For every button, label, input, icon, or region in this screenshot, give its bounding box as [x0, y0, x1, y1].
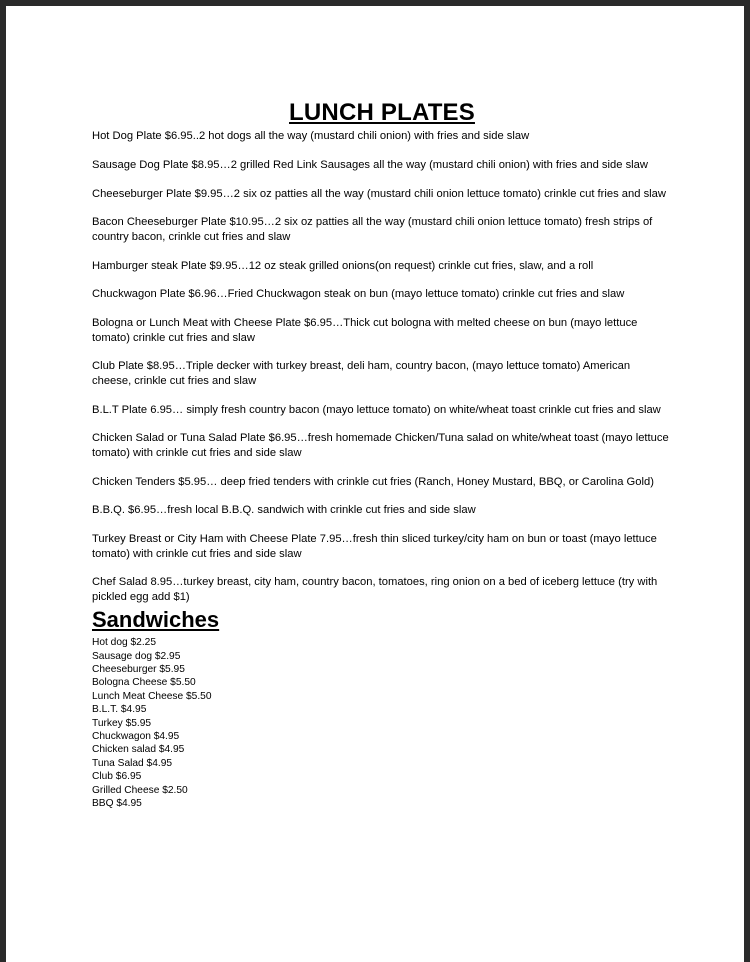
lunch-plate-item: Club Plate $8.95…Triple decker with turkey breast, deli ham, country bacon, (mayo lettuce tomato) American cheese, crinkle cut fries and slaw [92, 360, 631, 387]
sandwich-item: Bologna Cheese $5.50 [92, 677, 196, 689]
lunch-plate-item: Hamburger steak Plate $9.95…12 oz steak grilled onions(on request) crinkle cut fries, slaw, and a roll [92, 259, 594, 272]
lunch-plate-item: B.L.T Plate 6.95… simply fresh country bacon (mayo lettuce tomato) on white/wheat toast crinkle cut fries and slaw [92, 403, 661, 416]
lunch-plate-item: Sausage Dog Plate $8.95…2 grilled Red Link Sausages all the way (mustard chili onion) with fries and side slaw [92, 158, 648, 171]
lunch-plate-item: Turkey Breast or City Ham with Cheese Plate 7.95…fresh thin sliced turkey/city ham on bun or toast (mayo lettuce tomato) with crinkle cut fries and side slaw [92, 533, 657, 560]
sandwich-item: Tuna Salad $4.95 [92, 757, 173, 769]
menu-page [6, 6, 744, 962]
sandwich-item: Chicken salad $4.95 [92, 744, 185, 756]
sandwich-item: Grilled Cheese $2.50 [92, 784, 188, 796]
sandwiches-list [92, 636, 672, 810]
sandwich-item: B.L.T. $4.95 [92, 704, 147, 716]
sandwiches-title: Sandwiches [92, 607, 220, 633]
lunch-plate-item: B.B.Q. $6.95…fresh local B.B.Q. sandwich with crinkle cut fries and side slaw [92, 504, 476, 517]
lunch-plate-item: Chuckwagon Plate $6.96…Fried Chuckwagon steak on bun (mayo lettuce tomato) crinkle cut fries and slaw [92, 288, 625, 301]
lunch-plate-item: Chef Salad 8.95…turkey breast, city ham, country bacon, tomatoes, ring onion on a bed of iceberg lettuce (try with pickled egg add $1) [92, 576, 658, 603]
lunch-plate-item: Bacon Cheeseburger Plate $10.95…2 six oz patties all the way (mustard chili onion lettuce tomato) fresh strips of country bacon, crinkle cut fries and slaw [92, 216, 653, 243]
lunch-plate-item: Hot Dog Plate $6.95..2 hot dogs all the way (mustard chili onion) with fries and side slaw [92, 130, 530, 142]
lunch-plate-item: Bologna or Lunch Meat with Cheese Plate $6.95…Thick cut bologna with melted cheese on bun (mayo lettuce tomato) crinkle cut fries and slaw [92, 317, 638, 344]
lunch-plates-title: LUNCH PLATES [289, 99, 475, 126]
sandwich-item: Lunch Meat Cheese $5.50 [92, 690, 212, 702]
lunch-plate-item: Chicken Tenders $5.95… deep fried tenders with crinkle cut fries (Ranch, Honey Mustard, BBQ, or Carolina Gold) [92, 475, 654, 488]
lunch-plate-item: Cheeseburger Plate $9.95…2 six oz patties all the way (mustard chili onion lettuce tomato) crinkle cut fries and slaw [92, 187, 666, 200]
sandwich-item: Turkey $5.95 [92, 717, 152, 729]
sandwich-item: Sausage dog $2.95 [92, 650, 181, 662]
lunch-plates-list [92, 129, 672, 604]
sandwich-item: Chuckwagon $4.95 [92, 731, 180, 743]
sandwich-item: Club $6.95 [92, 771, 142, 783]
menu-content [92, 99, 672, 810]
sandwich-item: Hot dog $2.25 [92, 637, 157, 649]
sandwich-item: BBQ $4.95 [92, 798, 142, 810]
sandwich-item: Cheeseburger $5.95 [92, 664, 185, 676]
lunch-plate-item: Chicken Salad or Tuna Salad Plate $6.95…fresh homemade Chicken/Tuna salad on white/wheat toast (mayo lettuce tomato) with crinkle cut fries and side slaw [92, 432, 669, 459]
